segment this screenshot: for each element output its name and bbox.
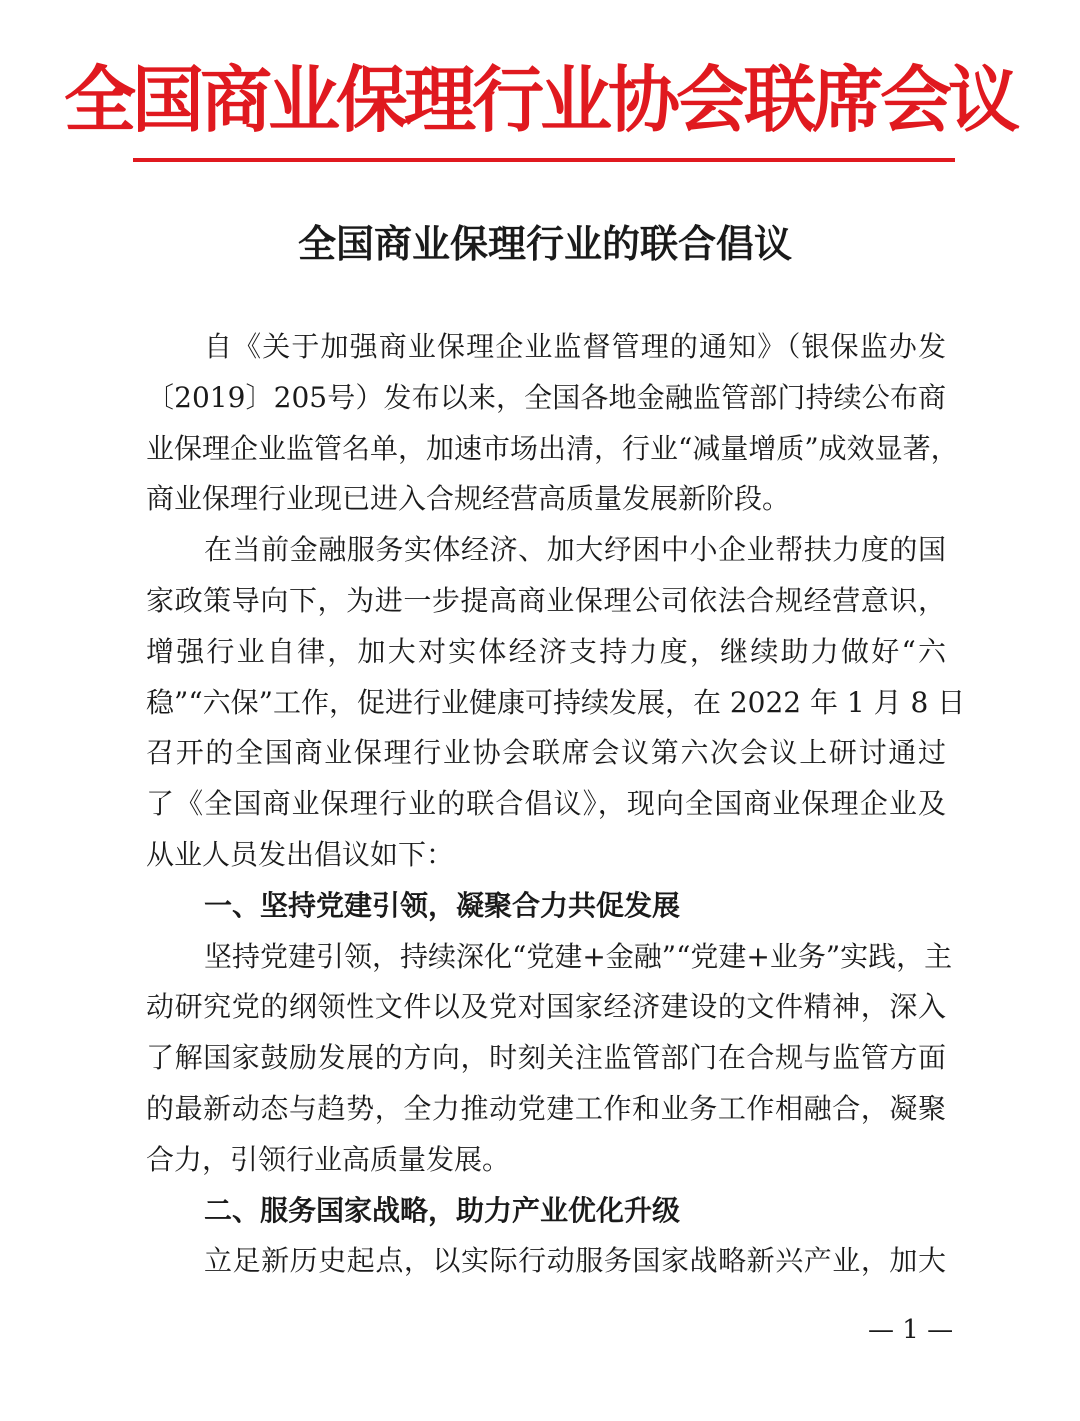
document-body xyxy=(146,322,966,1287)
page-number: — 1 — xyxy=(868,1315,954,1345)
section-heading-1: 一、坚持党建引领，凝聚合力共促发展 xyxy=(204,888,681,922)
paragraph-3-line-2: 动研究党的纲领性文件以及党对国家经济建设的文件精神，深入 xyxy=(146,990,946,1024)
paragraph-2-line-4: 稳”“六保”工作，促进行业健康可持续发展，在 2022 年 1 月 8 日 xyxy=(146,685,966,719)
paragraph-1-line-2: 〔2019〕205号）发布以来，全国各地金融监管部门持续公布商 xyxy=(146,380,946,414)
paragraph-2-line-3: 增强行业自律，加大对实体经济支持力度，继续助力做好“六 xyxy=(146,634,946,668)
paragraph-3-line-1: 坚持党建引领，持续深化“党建+金融”“党建+业务”实践，主 xyxy=(204,939,953,973)
paragraph-2-line-1: 在当前金融服务实体经济、加大纾困中小企业帮扶力度的国 xyxy=(204,533,946,567)
paragraph-2-line-7: 从业人员发出倡议如下： xyxy=(146,837,455,871)
paragraph-3-line-4: 的最新动态与趋势，全力推动党建工作和业务工作相融合，凝聚 xyxy=(146,1091,946,1125)
paragraph-1-line-1: 自《关于加强商业保理企业监督管理的通知》（银保监办发 xyxy=(204,330,946,363)
letterhead-title: 全国商业保理行业协会联席会议 xyxy=(63,57,1016,142)
paragraph-3-line-3: 了解国家鼓励发展的方向，时刻关注监管部门在合规与监管方面 xyxy=(146,1041,946,1075)
paragraph-4-line-1: 立足新历史起点，以实际行动服务国家战略新兴产业，加大 xyxy=(204,1244,946,1278)
paragraph-2-line-6: 了《全国商业保理行业的联合倡议》，现向全国商业保理企业及 xyxy=(146,787,946,821)
paragraph-3-line-5: 合力，引领行业高质量发展。 xyxy=(146,1142,511,1176)
paragraph-2-line-2: 家政策导向下，为进一步提高商业保理公司依法合规经营意识， xyxy=(146,583,946,617)
paragraph-1-line-4: 商业保理行业现已进入合规经营高质量发展新阶段。 xyxy=(146,482,791,516)
paragraph-1-line-3: 业保理企业监管名单，加速市场出清，行业“减量增质”成效显著， xyxy=(146,431,959,465)
section-heading-2: 二、服务国家战略，助力产业优化升级 xyxy=(204,1193,681,1227)
paragraph-2-line-5: 召开的全国商业保理行业协会联席会议第六次会议上研讨通过 xyxy=(146,736,946,770)
document-title: 全国商业保理行业的联合倡议 xyxy=(297,221,792,266)
letterhead-red-rule xyxy=(133,158,955,162)
